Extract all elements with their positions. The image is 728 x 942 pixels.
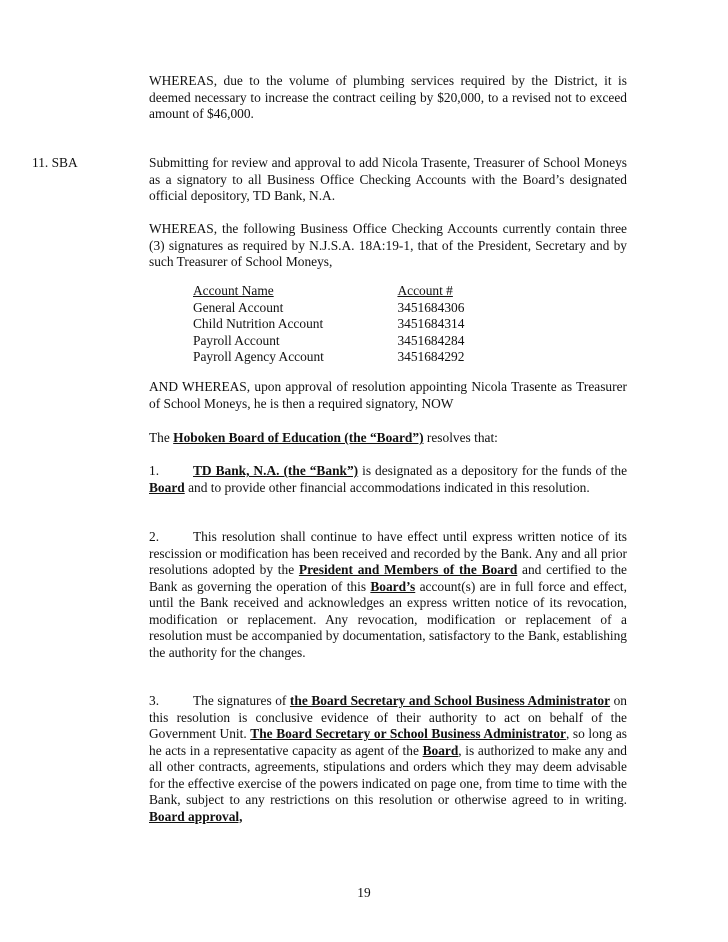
- account-number: 3451684306: [397, 299, 465, 315]
- account-name: Child Nutrition Account: [193, 316, 324, 331]
- clause-1-bold-1: TD Bank, N.A. (the “Bank”): [193, 463, 359, 478]
- table-row: [193, 333, 493, 350]
- clause-3-bold-4: Board approval,: [149, 808, 243, 824]
- clause-2-text-2: and certified to the Bank as governing the operation of this: [149, 562, 628, 594]
- account-number: 3451684314: [397, 316, 465, 331]
- account-name-header: Account Name: [193, 283, 274, 298]
- resolves-pre: The: [149, 430, 174, 445]
- table-row: [193, 300, 493, 317]
- clause-number: 3.: [149, 693, 160, 708]
- clause-1-text-2: and to provide other financial accommodations indicated in this resolution.: [184, 479, 590, 495]
- clause-3-text-4: , is authorized to make any and all other contracts, agreements, stipulations and orders which they may deem advisable for the effective exercise of the powers indicated on page one, from time to time with the Bank, subject to any restrictions on this resolution or otherwise agreed to in writing.: [149, 742, 627, 807]
- clause-3-bold-2: The Board Secretary or School Business Administrator: [250, 726, 566, 741]
- account-number: 3451684284: [397, 332, 465, 348]
- accounts-table: [193, 283, 493, 366]
- clause-number: 1.: [149, 463, 160, 478]
- clause-3-bold-3: Board: [422, 742, 459, 758]
- account-name: General Account: [193, 299, 284, 315]
- page-number: 19: [357, 885, 371, 900]
- clause-number: 2.: [149, 529, 160, 544]
- and-whereas-paragraph: AND WHEREAS, upon approval of resolution appointing Nicola Trasente as Treasurer of School Moneys, he is then a required signatory, NOW: [149, 379, 627, 411]
- item-label: 11. SBA: [32, 155, 78, 170]
- intro-whereas-paragraph: WHEREAS, due to the volume of plumbing services required by the District, it is deemed necessary to increase the contract ceiling by $20,000, to a revised not to exceed amount of $46,000.: [149, 73, 627, 121]
- accounts-table-header: [193, 283, 493, 300]
- clause-2-paragraph: [149, 529, 627, 661]
- submission-paragraph: Submitting for review and approval to add Nicola Trasente, Treasurer of School Moneys as a signatory to all Business Office Checking Accounts with the Board’s designated official depository, TD Bank, N.A.: [149, 155, 627, 203]
- whereas-accounts-paragraph: WHEREAS, the following Business Office Checking Accounts currently contain three (3) signatures as required by N.J.S.A. 18A:19-1, that of the President, Secretary and by such Treasurer of School Moneys,: [149, 221, 627, 269]
- clause-3-paragraph: [149, 693, 627, 825]
- clause-1-text-1: is designated as a depository for the funds of the: [358, 463, 628, 478]
- account-name: Payroll Account: [193, 332, 280, 348]
- clause-3-text-2: on this resolution is conclusive evidence of their authority to act on behalf of the Government Unit.: [149, 693, 627, 741]
- clause-3-bold-1: the Board Secretary and School Business Administrator: [289, 693, 611, 708]
- clause-3-text-1: The signatures of: [193, 693, 290, 708]
- account-name: Payroll Agency Account: [193, 349, 324, 364]
- table-row: [193, 349, 493, 366]
- resolves-post: resolves that:: [423, 430, 498, 445]
- clause-2-text-1: This resolution shall continue to have effect until express written notice of its rescission or modification has been received and recorded by the Bank. Any and all prior resolutions adopted by the: [149, 529, 627, 577]
- clause-3-text-3: , so long as he acts in a representative capacity as agent of the: [149, 726, 627, 758]
- clause-2-bold-2: Board’s: [370, 578, 416, 594]
- clause-2-text-3: account(s) are in full force and effect, until the Bank received and acknowledges an express written notice of its revocation, modification or replacement. Any revocation, modification or replacement of a resolution must be accompanied by documentation, satisfactory to the Bank, establishing the authority for the changes.: [149, 578, 627, 660]
- board-name: Hoboken Board of Education (the “Board”): [173, 430, 424, 445]
- clause-2-bold-1: President and Members of the Board: [298, 562, 518, 577]
- account-number-header: Account #: [397, 283, 453, 298]
- resolves-paragraph: [149, 430, 627, 447]
- account-number: 3451684292: [397, 349, 465, 364]
- clause-1-paragraph: [149, 463, 627, 496]
- clause-1-bold-2: Board: [149, 479, 185, 495]
- table-row: [193, 316, 493, 333]
